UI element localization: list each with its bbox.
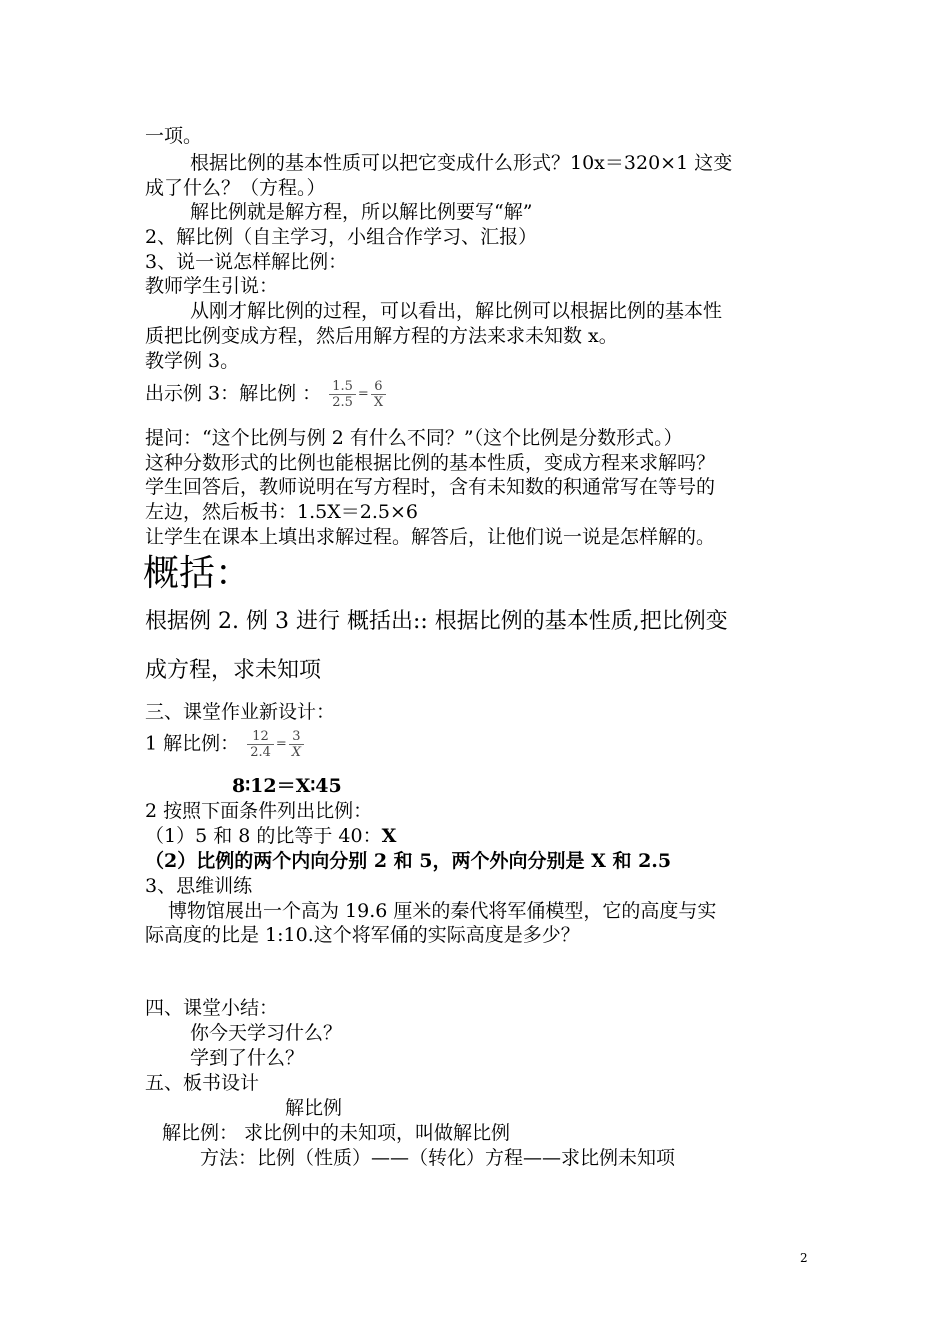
text-line: 三、课堂作业新设计： — [145, 701, 336, 723]
condition-1-unknown: X — [381, 825, 397, 847]
fraction-numerator: 1.5 — [329, 379, 356, 395]
fraction — [289, 729, 304, 760]
text-line: 解比例： 求比例中的未知项，叫做解比例 — [162, 1122, 511, 1144]
text-line: 根据比例的基本性质可以把它变成什么形式？10x＝320×1 这变 — [190, 152, 733, 174]
fraction-numerator: 3 — [289, 729, 304, 745]
text-line: 学到了什么？ — [190, 1047, 305, 1069]
text-line: 2、解比例（自主学习，小组合作学习、汇报） — [145, 226, 538, 248]
text-line: 从刚才解比例的过程，可以看出，解比例可以根据比例的基本性 — [190, 300, 723, 322]
equals-sign: = — [357, 386, 369, 402]
fraction-numerator: 6 — [371, 379, 386, 395]
text-line: 五、板书设计 — [145, 1072, 260, 1094]
text-line — [145, 824, 396, 848]
text-line: 成方程，求未知项 — [145, 658, 322, 683]
text-line: 你今天学习什么？ — [190, 1022, 343, 1044]
text-line: 这种分数形式的比例也能根据比例的基本性质，变成方程来求解吗？ — [145, 452, 716, 474]
fraction — [371, 379, 386, 410]
text-line: 左边，然后板书：1.5X＝2.5×6 — [145, 501, 418, 523]
condition-1-text: （1）5 和 8 的比等于 40： — [145, 825, 382, 847]
text-line: 方法：比例（性质）——（转化）方程——求比例未知项 — [200, 1147, 676, 1169]
text-line: 根据例 2. 例 3 进行 概括出:: 根据比例的基本性质,把比例变 — [145, 609, 728, 634]
text-line: 成了什么？（方程。） — [145, 177, 326, 199]
fraction-denominator: X — [373, 395, 384, 410]
text-line: 让学生在课本上填出求解过程。解答后，让他们说一说是怎样解的。 — [145, 526, 716, 548]
equals-sign: = — [275, 736, 287, 752]
text-line: 学生回答后，教师说明在写方程时，含有未知数的积通常写在等号的 — [145, 476, 716, 498]
text-line: 2 按照下面条件列出比例： — [145, 800, 373, 822]
text-line: 3、思维训练 — [145, 875, 253, 897]
homework-1-line — [145, 729, 306, 760]
fraction — [329, 379, 356, 410]
text-line: 教师学生引说： — [145, 275, 279, 297]
text-line: 博物馆展出一个高为 19.6 厘米的秦代将军俑模型，它的高度与实 — [168, 900, 717, 922]
text-line: 解比例 — [285, 1097, 343, 1119]
text-line: 际高度的比是 1:10.这个将军俑的实际高度是多少？ — [145, 924, 580, 946]
text-line: 提问：“这个比例与例 2 有什么不同？”（这个比例是分数形式。） — [145, 427, 683, 449]
text-line: 四、课堂小结： — [145, 997, 279, 1019]
text-line: 教学例 3。 — [145, 350, 240, 372]
fraction-denominator: 2.4 — [250, 745, 271, 760]
page-number: 2 — [800, 1251, 808, 1265]
fraction-denominator: X — [291, 745, 302, 760]
homework-1-label: 1 解比例： — [145, 732, 240, 755]
text-line: 8∶12＝X∶45 — [232, 775, 342, 797]
fraction-numerator: 12 — [247, 729, 274, 745]
fraction — [247, 729, 274, 760]
text-line: 解比例就是解方程，所以解比例要写“解” — [190, 201, 533, 223]
text-line: （2）比例的两个内向分别 2 和 5，两个外向分别是 X 和 2.5 — [145, 850, 672, 872]
text-line: 3、说一说怎样解比例： — [145, 251, 348, 273]
text-line: 一项。 — [145, 125, 203, 147]
example-3-label: 出示例 3：解比例 ： — [145, 382, 322, 405]
text-line: 质把比例变成方程，然后用解方程的方法来求未知数 x。 — [145, 325, 618, 347]
section-heading: 概括： — [143, 553, 252, 594]
example-3-line — [145, 379, 388, 410]
fraction-denominator: 2.5 — [332, 395, 353, 410]
